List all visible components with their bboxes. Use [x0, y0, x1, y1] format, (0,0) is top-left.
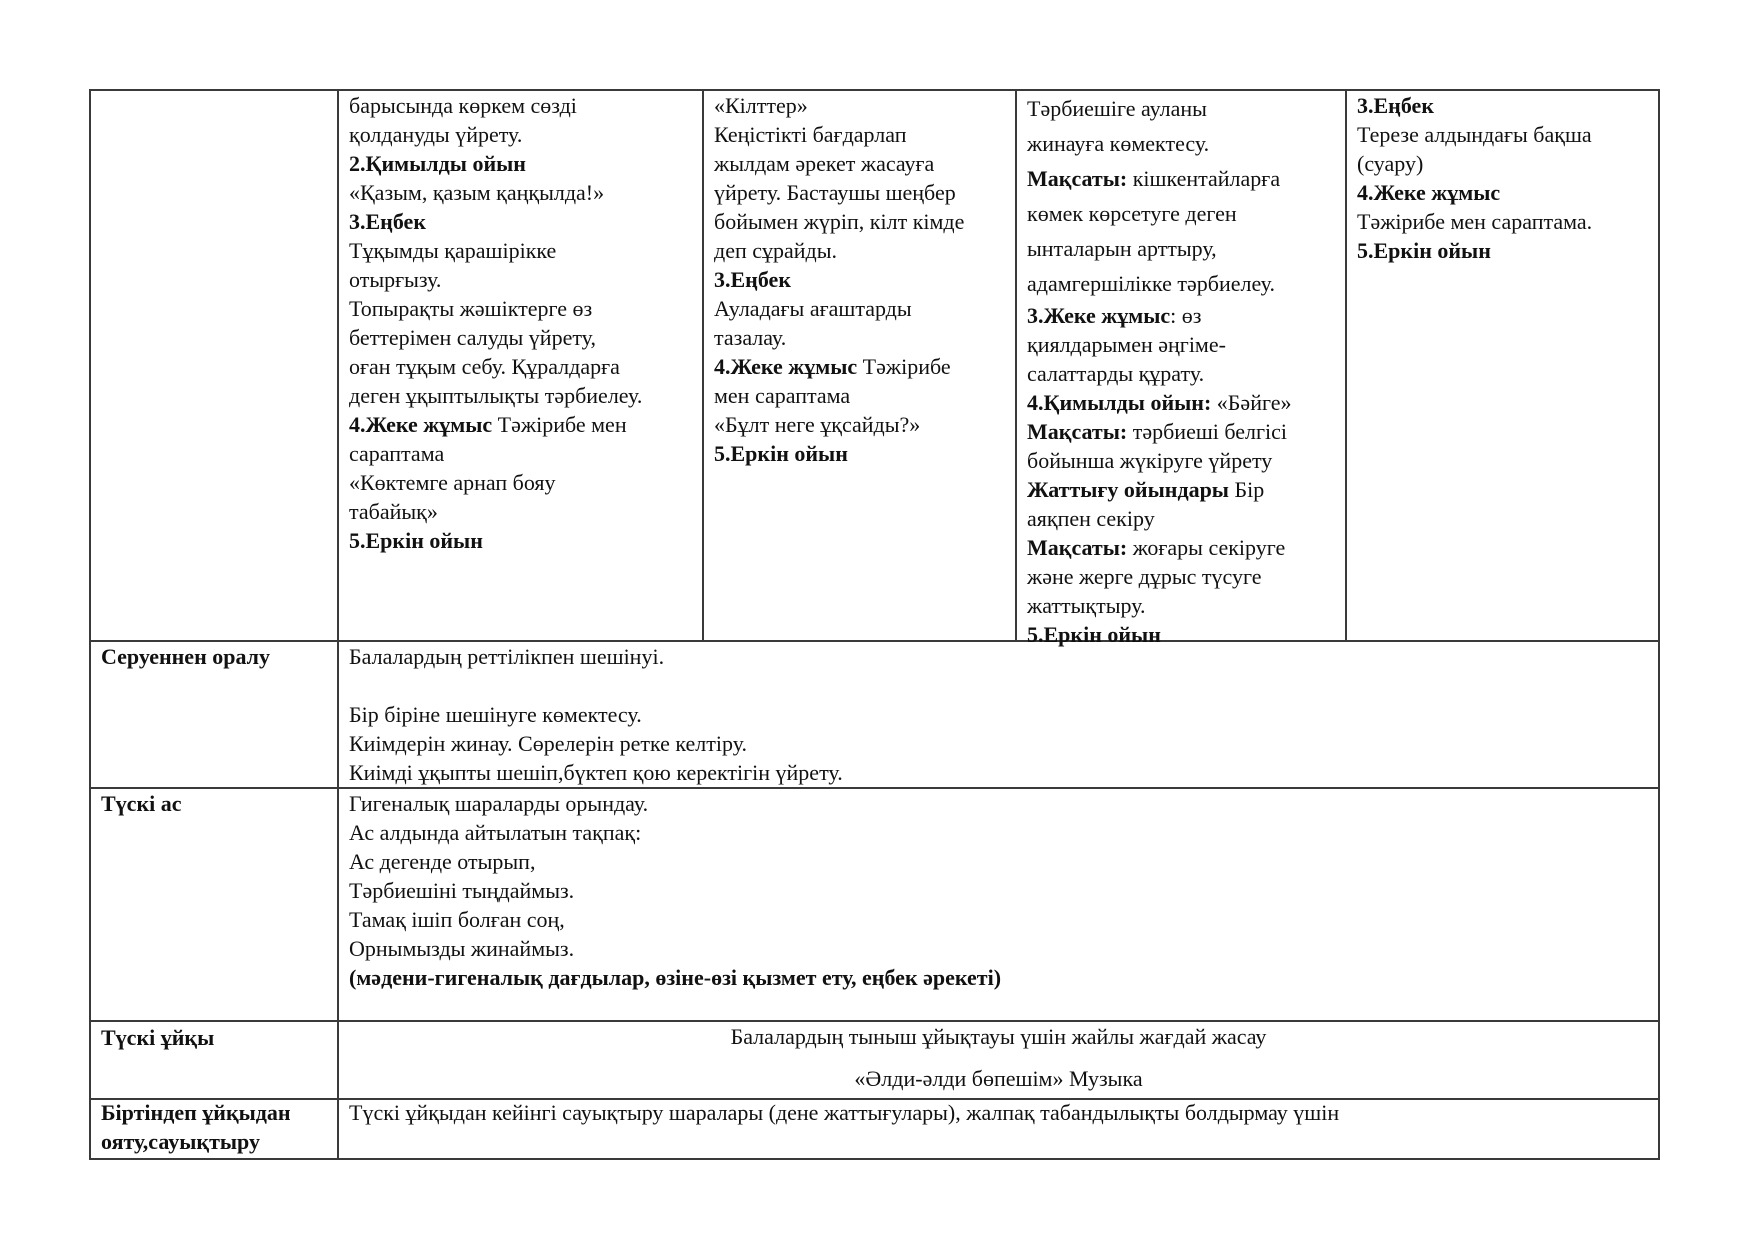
text-line — [1027, 504, 1335, 533]
cell-activity-col2 — [339, 91, 702, 555]
bold-heading: 5.Еркін ойын — [349, 528, 483, 553]
bold-heading: 4.Қимылды ойын: — [1027, 390, 1212, 415]
bold-heading: 3.Еңбек — [1357, 93, 1434, 118]
text-line — [714, 178, 1005, 207]
line-text: тәрбиеші белгісі — [1127, 419, 1288, 444]
line-text: адамгершілікке тәрбиелеу. — [1027, 271, 1275, 296]
text-line — [349, 178, 692, 207]
bold-heading: 5.Еркін ойын — [1357, 238, 1491, 263]
line-text: мен сараптама — [714, 383, 851, 408]
text-line — [349, 265, 692, 294]
text-line — [1357, 91, 1648, 120]
text-line — [349, 671, 1648, 700]
text-line — [714, 294, 1005, 323]
bold-heading: 3.Еңбек — [714, 267, 791, 292]
line-text: оған тұқым себу. Құралдарға — [349, 354, 620, 379]
text-line — [349, 410, 692, 439]
line-text: Тамақ ішіп болған соң, — [349, 907, 565, 932]
row-label-return-from-walk: Серуеннен оралу — [101, 644, 271, 669]
cell-activity-col3 — [704, 91, 1015, 468]
text-line — [349, 381, 692, 410]
text-line — [349, 789, 1648, 818]
bold-heading: Мақсаты: — [1027, 166, 1128, 191]
text-line — [349, 236, 692, 265]
text-line — [1027, 301, 1335, 330]
line-text: : өз — [1170, 303, 1202, 328]
text-line — [714, 91, 1005, 120]
line-text: Тәжірибе мен сараптама. — [1357, 209, 1593, 234]
text-line — [714, 236, 1005, 265]
line-text: Киімдерін жинау. Сөрелерін ретке келтіру. — [349, 731, 747, 756]
nap-line-2: «Әлди-әлди бөпешім» Музыка — [854, 1066, 1143, 1091]
text-line — [1027, 446, 1335, 475]
text-line — [349, 91, 692, 120]
text-line — [1027, 388, 1335, 417]
line-text: Ас алдында айтылатын тақпақ: — [349, 820, 642, 845]
line-text: және жерге дұрыс түсуге — [1027, 564, 1262, 589]
line-text: «Бәйге» — [1211, 390, 1292, 415]
line-text: Тәжірибе мен — [492, 412, 627, 437]
line-text: деп сұрайды. — [714, 238, 838, 263]
line-text: жылдам әрекет жасауға — [714, 151, 935, 176]
text-line — [349, 207, 692, 236]
text-line — [349, 700, 1648, 729]
line-text: ынталарын арттыру, — [1027, 236, 1217, 261]
text-line — [349, 934, 1648, 963]
text-line — [714, 120, 1005, 149]
bold-heading: 4.Жеке жұмыс — [349, 412, 493, 437]
line-text: Топырақты жәшіктерге өз — [349, 296, 593, 321]
line-text: беттерімен салуды үйрету, — [349, 325, 596, 350]
line-text: жоғары секіруге — [1127, 535, 1286, 560]
nap-line-1: Балалардың тыныш ұйықтауы үшін жайлы жағдай жасау — [730, 1024, 1267, 1049]
text-line — [714, 352, 1005, 381]
line-text: барысында көркем сөзді — [349, 93, 577, 118]
line-text: қолдануды үйрету. — [349, 122, 523, 147]
line-text: Бір — [1229, 477, 1265, 502]
line-text: үйрету. Бастаушы шеңбер — [714, 180, 956, 205]
line-text: (суару) — [1357, 151, 1424, 176]
line-text: тазалау. — [714, 325, 787, 350]
text-line — [714, 439, 1005, 468]
text-line — [349, 294, 692, 323]
bold-heading: 4.Жеке жұмыс — [1357, 180, 1501, 205]
table-border-right — [1658, 89, 1660, 1160]
line-text: Балалардың реттілікпен шешінуі. — [349, 644, 665, 669]
line-text: аяқпен секіру — [1027, 506, 1155, 531]
line-text: сараптама — [349, 441, 445, 466]
text-line — [349, 729, 1648, 758]
cell-activity-col5 — [1347, 91, 1658, 265]
text-line — [1027, 161, 1335, 196]
bold-heading: Мақсаты: — [1027, 419, 1128, 444]
line-text: бойынша жүкіруге үйрету — [1027, 448, 1273, 473]
text-line — [349, 149, 692, 178]
line-text: кішкентайларға — [1127, 166, 1281, 191]
text-line — [349, 468, 692, 497]
line-text: Ас дегенде отырып, — [349, 849, 536, 874]
row-label-nap: Түскі ұйқы — [101, 1025, 215, 1050]
line-text: Орнымызды жинаймыз. — [349, 936, 575, 961]
line-text: Гигеналық шараларды орындау. — [349, 791, 649, 816]
text-line — [349, 963, 1648, 992]
line-text: жинауға көмектесу. — [1027, 131, 1210, 156]
line-text: қиялдарымен әңгіме- — [1027, 332, 1226, 357]
bold-heading: 5.Еркін ойын — [714, 441, 848, 466]
line-text: «Қазым, қазым қаңқылда!» — [349, 180, 605, 205]
text-line — [1027, 475, 1335, 504]
text-line — [714, 323, 1005, 352]
row-label-lunch: Түскі ас — [101, 791, 182, 816]
text-line — [349, 439, 692, 468]
bold-heading: (мәдени-гигеналық дағдылар, өзіне-өзі қызмет ету, еңбек әрекеті) — [349, 965, 1002, 990]
text-line — [1027, 196, 1335, 231]
table-border-left — [89, 89, 91, 1160]
row-content-lunch — [339, 789, 1658, 992]
text-line — [349, 1098, 1648, 1127]
text-line — [349, 905, 1648, 934]
line-text: бойымен жүріп, кілт кімде — [714, 209, 965, 234]
bold-heading: Мақсаты: — [1027, 535, 1128, 560]
bold-heading: 3.Жеке жұмыс — [1027, 303, 1171, 328]
line-text: Кеңістікті бағдарлап — [714, 122, 907, 147]
text-line — [1357, 178, 1648, 207]
text-line — [714, 265, 1005, 294]
line-text: Ауладағы ағаштарды — [714, 296, 912, 321]
text-line — [1027, 359, 1335, 388]
text-line — [1027, 126, 1335, 161]
row-content-return-from-walk — [339, 642, 1658, 787]
line-text: Тәжірибе — [857, 354, 951, 379]
bold-heading: Жаттығу ойындары — [1027, 477, 1229, 502]
text-line — [349, 120, 692, 149]
line-text: отырғызу. — [349, 267, 442, 292]
line-text: жаттықтыру. — [1027, 593, 1146, 618]
text-line — [1027, 562, 1335, 591]
text-line — [1357, 207, 1648, 236]
text-line — [1357, 149, 1648, 178]
text-line — [714, 149, 1005, 178]
text-line — [1027, 91, 1335, 126]
cell-activity-col4 — [1017, 91, 1345, 649]
bold-heading: 4.Жеке жұмыс — [714, 354, 858, 379]
bold-heading: 3.Еңбек — [349, 209, 426, 234]
text-line — [1027, 231, 1335, 266]
line-text: Тұқымды қарашірікке — [349, 238, 557, 263]
bold-heading: 5.Еркін ойын — [1027, 622, 1161, 647]
text-line — [349, 818, 1648, 847]
line-text: салаттарды құрату. — [1027, 361, 1205, 386]
line-text: Түскі ұйқыдан кейінгі сауықтыру шаралары (дене жаттығулары), жалпақ табандылықты болдырмау үшін — [349, 1100, 1340, 1125]
line-text: Бір біріне шешінуге көмектесу. — [349, 702, 642, 727]
text-line — [1027, 330, 1335, 359]
text-line — [714, 207, 1005, 236]
text-line — [1357, 120, 1648, 149]
text-line — [349, 642, 1648, 671]
text-line — [349, 876, 1648, 905]
line-text: көмек көрсетуге деген — [1027, 201, 1237, 226]
line-text: деген ұқыптылықты тәрбиелеу. — [349, 383, 643, 408]
text-line — [349, 847, 1648, 876]
line-text: Киімді ұқыпты шешіп,бүктеп қою керектігін үйрету. — [349, 760, 843, 785]
text-line — [1027, 266, 1335, 301]
row-content-wake-up — [339, 1098, 1658, 1127]
line-text: Тәрбиешіні тыңдаймыз. — [349, 878, 575, 903]
text-line — [349, 497, 692, 526]
row-label-wake-up: Біртіндеп ұйқыдан ояту,сауықтыру — [101, 1100, 291, 1154]
text-line — [349, 323, 692, 352]
text-line — [714, 381, 1005, 410]
table-border-bottom — [89, 1158, 1660, 1160]
line-text: табайық» — [349, 499, 438, 524]
text-line — [1027, 591, 1335, 620]
text-line — [349, 526, 692, 555]
text-line — [714, 410, 1005, 439]
line-text: «Бұлт неге ұқсайды?» — [714, 412, 921, 437]
text-line — [1357, 236, 1648, 265]
row-content-nap — [339, 1022, 1658, 1093]
text-line — [349, 758, 1648, 787]
line-text: «Көктемге арнап бояу — [349, 470, 556, 495]
text-line — [1027, 417, 1335, 446]
bold-heading: 2.Қимылды ойын — [349, 151, 526, 176]
text-line — [349, 352, 692, 381]
line-text: Терезе алдындағы бақша — [1357, 122, 1592, 147]
line-text: «Кілттер» — [714, 93, 808, 118]
line-text: Тәрбиешіге ауланы — [1027, 96, 1207, 121]
text-line — [1027, 533, 1335, 562]
